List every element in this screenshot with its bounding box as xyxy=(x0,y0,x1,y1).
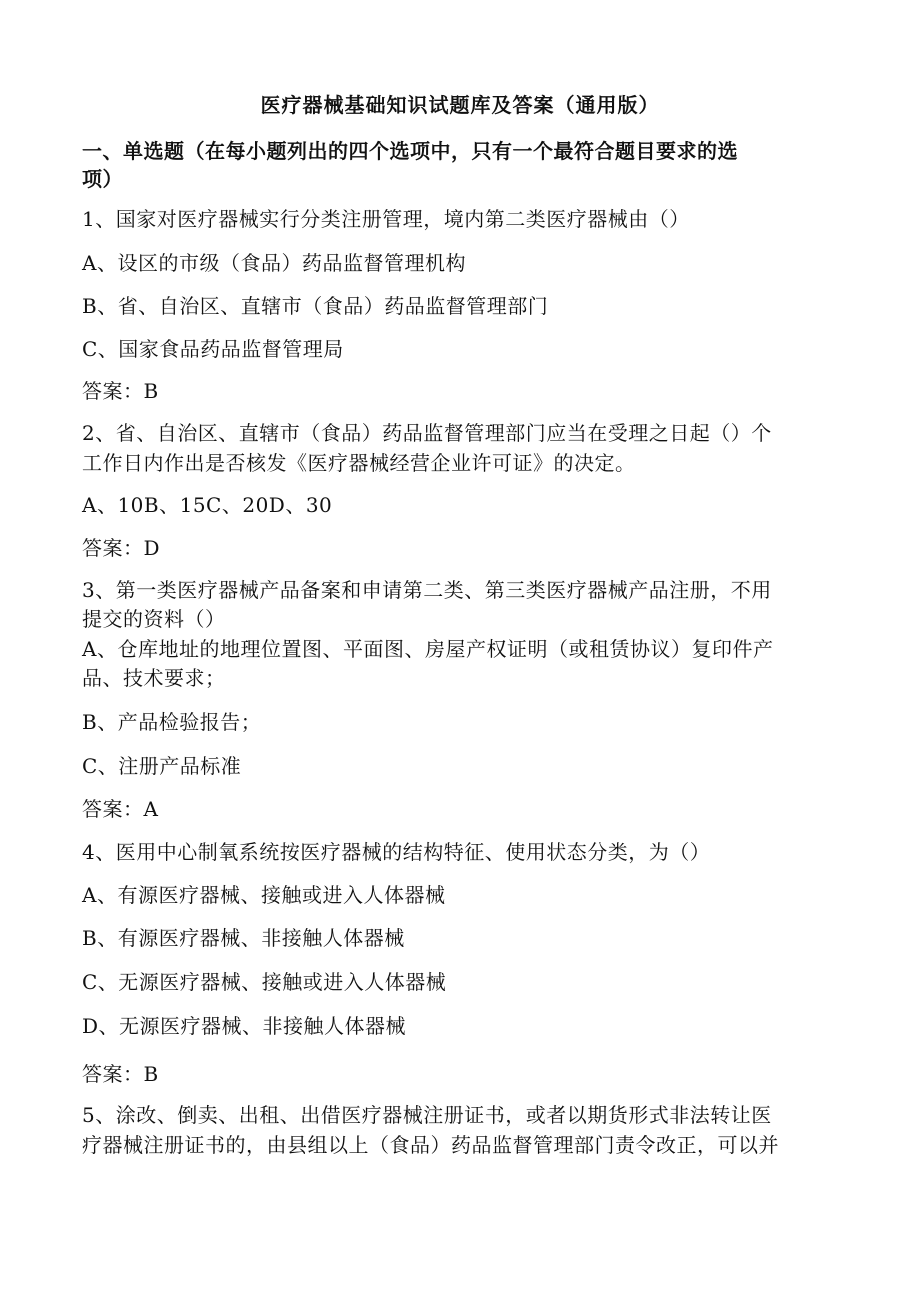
question-4-option-d: D、无源医疗器械、非接触人体器械 xyxy=(82,1014,407,1038)
question-3-stem-line-2: 提交的资料（） xyxy=(82,607,226,631)
question-3-option-a-line-1: A、仓库地址的地理位置图、平面图、房屋产权证明（或租赁协议）复印件产 xyxy=(82,637,774,661)
document-title: 医疗器械基础知识试题库及答案（通用版） xyxy=(260,93,660,117)
question-5-stem-line-1: 5、涂改、倒卖、出租、出借医疗器械注册证书，或者以期货形式非法转让医 xyxy=(82,1103,772,1127)
question-4-option-c: C、无源医疗器械、接触或进入人体器械 xyxy=(82,970,447,994)
question-3-option-b: B、产品检验报告； xyxy=(82,710,262,734)
question-1-answer: 答案：B xyxy=(82,379,159,403)
question-2-stem-line-2: 工作日内作出是否核发《医疗器械经营企业许可证》的决定。 xyxy=(82,451,636,475)
question-3-option-a-line-2: 品、技术要求； xyxy=(82,666,226,690)
question-2-answer: 答案：D xyxy=(82,536,161,560)
question-3-option-c: C、注册产品标准 xyxy=(82,754,242,778)
question-4-option-a: A、有源医疗器械、接触或进入人体器械 xyxy=(82,883,446,907)
question-4-stem: 4、医用中心制氧系统按医疗器械的结构特征、使用状态分类，为（） xyxy=(82,840,711,864)
question-4-answer: 答案：B xyxy=(82,1062,159,1086)
question-1-option-b: B、省、自治区、直辖市（食品）药品监督管理部门 xyxy=(82,294,549,318)
question-1-option-c: C、国家食品药品监督管理局 xyxy=(82,337,344,361)
question-1-option-a: A、设区的市级（食品）药品监督管理机构 xyxy=(82,251,466,275)
question-3-stem-line-1: 3、第一类医疗器械产品备案和申请第二类、第三类医疗器械产品注册，不用 xyxy=(82,578,772,602)
section-heading-line-2: 项） xyxy=(82,167,123,191)
question-4-option-b: B、有源医疗器械、非接触人体器械 xyxy=(82,926,405,950)
question-5-stem-line-2: 疗器械注册证书的，由县组以上（食品）药品监督管理部门责令改正，可以并 xyxy=(82,1133,779,1157)
section-heading-line-1: 一、单选题（在每小题列出的四个选项中，只有一个最符合题目要求的选 xyxy=(82,139,738,163)
question-2-stem-line-1: 2、省、自治区、直辖市（食品）药品监督管理部门应当在受理之日起（）个 xyxy=(82,421,772,445)
question-2-options: A、10B、15C、20D、30 xyxy=(82,493,333,517)
question-3-answer: 答案：A xyxy=(82,797,159,821)
question-1-stem: 1、国家对医疗器械实行分类注册管理，境内第二类医疗器械由（） xyxy=(82,207,690,231)
